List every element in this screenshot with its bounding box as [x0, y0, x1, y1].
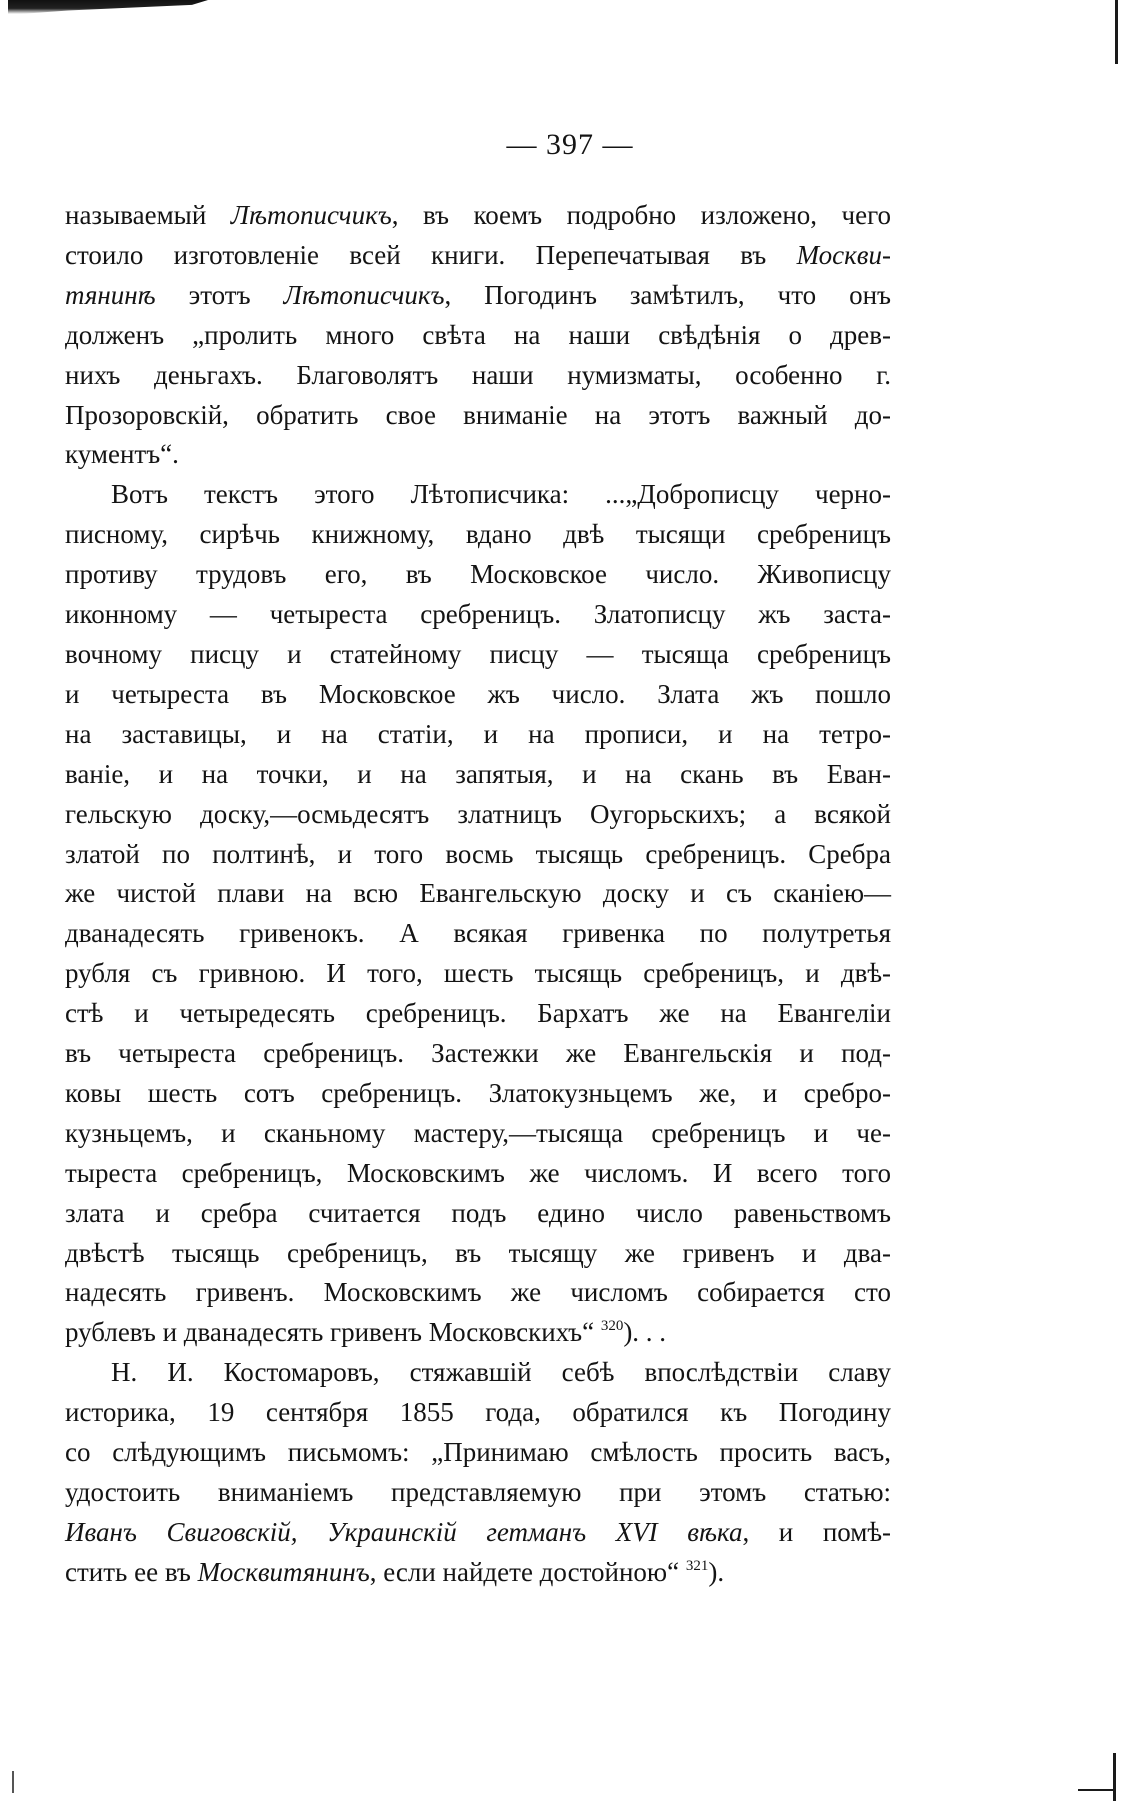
scan-edge-mark-top — [8, 0, 208, 14]
text-line: тянинѣ этотъ Лѣтописчикъ, Погодинъ замѣтилъ, что онъ — [65, 279, 892, 310]
paragraph-1 — [65, 196, 891, 475]
text-line: удостоить вниманіемъ представляемую при этомъ статью: — [65, 1477, 891, 1507]
text-line: въ четыреста сребреницъ. Застежки же Евангельскія и под- — [65, 1038, 891, 1069]
text-line: кументъ“. — [65, 439, 179, 470]
paragraph-3 — [65, 1353, 891, 1592]
text-line: Н. И. Костомаровъ, стяжавшій себѣ впослѣдствіи славу — [111, 1357, 891, 1388]
text-line: противу трудовъ его, въ Московское число. Живописцу — [65, 559, 891, 590]
paragraph-2 — [65, 475, 891, 1353]
scan-edge-mark-bottom-right-horizontal — [1078, 1789, 1116, 1791]
text-line: кузньцемъ, и сканьному мастеру,—тысяща сребреницъ и че- — [65, 1117, 891, 1148]
text-line: и четыреста въ Московское жъ число. Злата жъ пошло — [65, 678, 891, 709]
text-line: вочному писцу и статейному писцу — тысяща сребреницъ — [65, 638, 891, 669]
scan-edge-mark-right — [1115, 0, 1118, 64]
text-line: нихъ деньгахъ. Благоволятъ наши нумизматы, особенно г. — [65, 359, 891, 390]
text-line: надесять гривенъ. Московскимъ же числомъ собирается сто — [65, 1277, 891, 1308]
text-line: ковы шесть сотъ сребреницъ. Златокузньцемъ же, и сребро- — [65, 1077, 891, 1108]
text-line: долженъ „пролить много свѣта на наши свѣдѣнія о древ- — [65, 319, 891, 350]
page-body — [65, 196, 891, 1593]
text-line: гельскую доску,—осмьдесятъ златницъ Оугорьскихъ; а всякой — [65, 798, 891, 829]
text-line: дванадесять гривенокъ. А всякая гривенка по полутретья — [65, 918, 891, 949]
text-line: тыреста сребреницъ, Московскимъ же числомъ. И всего того — [65, 1157, 891, 1188]
text-line: называемый Лѣтописчикъ, въ коемъ подробно изложено, чего — [65, 200, 891, 230]
text-line: златой по полтинѣ, и того восмь тысящь сребреницъ. Сребра — [65, 838, 891, 869]
text-line: Прозоровскій, обратить свое вниманіе на этотъ важный до- — [65, 399, 891, 430]
text-line: рублевъ и дванадесять гривенъ Московскихъ“ $^{320}$). . . — [65, 1317, 667, 1348]
text-line: стить ее въ Москвитянинъ, если найдете достойною“ $^{321}$). — [65, 1556, 725, 1587]
text-line: Вотъ текстъ этого Лѣтописчика: ...„Доброписцу черно- — [111, 479, 891, 510]
scan-edge-mark-bottom-right — [1113, 1753, 1116, 1801]
text-line: рубля съ гривною. И того, шесть тысящь сребреницъ, и двѣ- — [65, 958, 891, 989]
text-line: историка, 19 сентября 1855 года, обратился къ Погодину — [65, 1397, 891, 1428]
text-line: иконному — четыреста сребреницъ. Златописцу жъ заста- — [65, 599, 891, 630]
text-line: стѣ и четыредесять сребреницъ. Бархатъ же на Евангеліи — [65, 998, 891, 1029]
text-line: стоило изготовленіе всей книги. Перепечатывая въ Москви- — [65, 239, 891, 270]
text-line: со слѣдующимъ письмомъ: „Принимаю смѣлость просить васъ, — [65, 1437, 891, 1468]
text-line: Иванъ Свиговскій, Украинскій гетманъ XVI вѣка, и помѣ- — [65, 1516, 891, 1547]
text-line: злата и сребра считается подъ едино число равеньствомъ — [65, 1197, 891, 1228]
text-line: на заставицы, и на статіи, и на прописи, и на тетро- — [65, 718, 891, 749]
text-line: ваніе, и на точки, и на запятыя, и на скань въ Еван- — [65, 758, 891, 789]
text-line: же чистой плави на всю Евангельскую доску и съ сканіею— — [65, 878, 891, 909]
text-line: писному, сирѣчь книжному, вдано двѣ тысящи сребреницъ — [65, 519, 891, 550]
page-number: — 397 — — [506, 128, 634, 161]
text-line: двѣстѣ тысящь сребреницъ, въ тысящу же гривенъ и два- — [65, 1237, 891, 1268]
scan-edge-mark-bottom-left — [12, 1771, 14, 1793]
